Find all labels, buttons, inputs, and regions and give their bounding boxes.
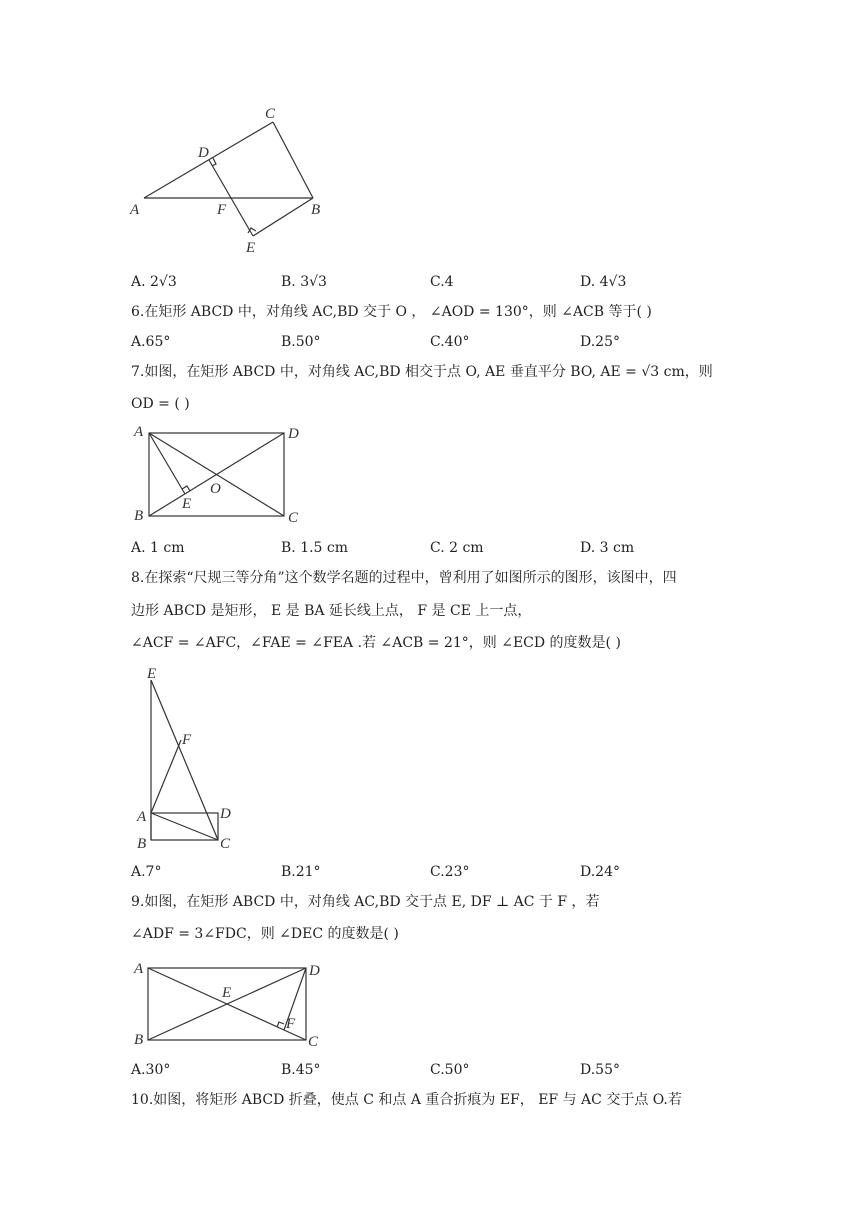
q5-option-b: B. 3√3 [281,274,327,290]
q6-option-b: B.50° [281,334,321,350]
fig9-label-B: B [134,1032,144,1048]
q8-question-line3: ∠ACF = ∠AFC，∠FAE = ∠FEA .若 ∠ACB = 21°，则 ∠ECD 的度数是( ) [131,635,621,651]
fig8-label-E: E [147,666,157,682]
fig7-label-D: D [288,426,299,442]
q7-option-c: C. 2 cm [430,540,484,556]
q9-option-d: D.55° [580,1062,620,1078]
q7-option-d: D. 3 cm [580,540,635,556]
q7-question-line1: 7.如图，在矩形 ABCD 中，对角线 AC,BD 相交于点 O, AE 垂直平分 BO, AE = √3 cm，则 [131,364,713,380]
q6-question: 6.在矩形 ABCD 中，对角线 AC,BD 交于 O ， ∠AOD = 130°，则 ∠ACB 等于( ) [131,304,652,320]
fig9-label-A: A [134,961,144,977]
q8-option-d: D.24° [580,864,620,880]
q7-option-b: B. 1.5 cm [281,540,349,556]
q8-option-b: B.21° [281,864,321,880]
fig9-label-E: E [222,985,232,1001]
q10-question-line1: 10.如图，将矩形 ABCD 折叠，使点 C 和点 A 重合折痕为 EF， EF 与 AC 交于点 O.若 [131,1092,682,1108]
q9-question-line2: ∠ADF = 3∠FDC，则 ∠DEC 的度数是( ) [131,926,399,942]
fig8-label-A: A [137,809,147,825]
figure-q7 [130,422,320,532]
fig7-label-B: B [134,508,144,524]
figure-q9 [130,958,330,1048]
fig5-label-B: B [311,202,321,218]
fig5-label-A: A [130,202,140,218]
q8-question-line2: 边形 ABCD 是矩形， E 是 BA 延长线上点， F 是 CE 上一点， [131,603,532,619]
q6-option-d: D.25° [580,334,620,350]
fig7-label-O: O [210,481,221,497]
q6-option-a: A.65° [131,334,171,350]
q9-option-a: A.30° [131,1062,171,1078]
q5-option-a: A. 2√3 [131,274,177,290]
q5-option-d: D. 4√3 [580,274,627,290]
fig5-label-E: E [246,240,256,256]
q8-option-c: C.23° [430,864,470,880]
fig5-label-D: D [198,145,209,161]
q8-question-line1: 8.在探索“尺规三等分角”这个数学名题的过程中，曾利用了如图所示的图形，该图中，四 [131,570,677,586]
fig7-label-A: A [134,424,144,440]
q9-question-line1: 9.如图，在矩形 ABCD 中，对角线 AC,BD 交于点 E, DF ⊥ AC 于 F ，若 [131,894,600,910]
q5-option-c: C.4 [430,274,454,290]
q8-option-a: A.7° [131,864,162,880]
q7-option-a: A. 1 cm [131,540,185,556]
figure-q8 [130,660,250,860]
fig8-label-F: F [182,732,192,748]
fig8-label-B: B [137,836,147,852]
fig9-label-F: F [286,1016,296,1032]
q7-question-line2: OD = ( ) [131,396,190,412]
fig9-label-C: C [308,1034,319,1050]
q9-option-b: B.45° [281,1062,321,1078]
fig7-label-C: C [288,510,299,526]
q9-option-c: C.50° [430,1062,470,1078]
fig7-label-E: E [182,496,192,512]
fig8-label-D: D [220,806,231,822]
fig8-label-C: C [220,836,231,852]
fig9-label-D: D [309,963,320,979]
fig5-label-F: F [217,202,227,218]
q6-option-c: C.40° [430,334,470,350]
fig5-label-C: C [265,106,276,122]
figure-q5 [120,100,350,260]
